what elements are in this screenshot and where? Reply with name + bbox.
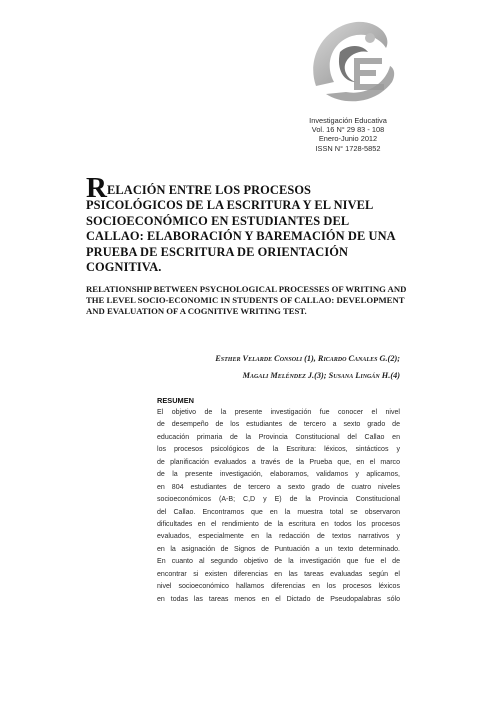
journal-period: Enero-Junio 2012 [318,134,378,144]
abstract-heading: RESUMEN [157,396,194,405]
spanish-title [86,172,406,275]
abstract-line: educación primaria de la Provincia Constitucional del Callao en [157,433,400,441]
authors-line-2: Magali Meléndez J.(3); Susana Lingán H.(4) [242,371,400,380]
journal-issn: ISSN N° 1728-5852 [315,143,381,153]
abstract-line: en la asignación de Signos de Puntuación a un texto determinado. [157,545,400,553]
abstract-line: dificultades en el rendimiento de la escritura en todos los procesos [157,520,400,528]
abstract-line: los procesos psicológicos de la Escritura: léxicos, sintácticos y [157,446,400,454]
abstract-line: socioeconómicos (A-B; C,D y E) de la Provincia Constitucional [157,496,400,504]
abstract-line: de la presente investigación, elaboramos, validamos y aplicamos, [157,471,400,479]
journal-name: Investigación Educativa [309,116,387,125]
abstract-line: evaluados, especialmente en la redacción de textos narrativos y [157,533,400,541]
authors [130,350,400,384]
english-title: RELATIONSHIP BETWEEN PSYCHOLOGICAL PROCESSES OF WRITING AND THE LEVEL SOCIO-ECONOMIC IN STUDENTS OF CALLAO: DEVELOPMENT AND EVALUATION OF A COGNITIVE WRITING TEST. [86,284,407,317]
abstract-line: El objetivo de la presente investigación fue conocer el nivel [157,409,400,416]
abstract-line: encontrar si existen diferencias en las tareas evaluadas según el [157,570,400,578]
abstract-line: en 804 estudiantes de tercero a sexto grado de cuatro niveles [157,483,400,491]
abstract-line: de planificación evaluados a través de la Prueba que, en el marco [157,458,400,466]
journal-volume: Vol. 16 N° 29 83 - 108 [311,125,385,135]
title-dropcap: R [86,172,108,204]
journal-logo [296,8,406,112]
abstract-line: del Callao. Encontramos que en la muestra total se observaron [157,508,400,516]
abstract-line: en todas las tareas menos en el Dictado de Pseudopalabras sólo [157,595,400,603]
abstract-body [157,407,400,606]
abstract-line: En cuanto al segundo objetivo de la investigación que fue el de [157,558,400,566]
journal-info [300,116,396,153]
abstract-line: nivel socioeconómico hallamos diferencias en los procesos léxicos [157,583,400,591]
title-rest: ELACIÓN ENTRE LOS PROCESOS PSICOLÓGICOS DE LA ESCRITURA Y EL NIVEL SOCIOECONÓMICO EN ESTUDIANTES DEL CALLAO: ELABORACIÓN Y BAREMACIÓN DE UNA PRUEBA DE ESCRITURA DE ORIENTACIÓN COGNITIVA. [86,183,395,275]
abstract-line: de desempeño de los estudiantes de tercero a sexto grado de [157,421,400,429]
authors-line-1: Esther Velarde Consoli (1), Ricardo Canales G.(2); [215,354,400,363]
